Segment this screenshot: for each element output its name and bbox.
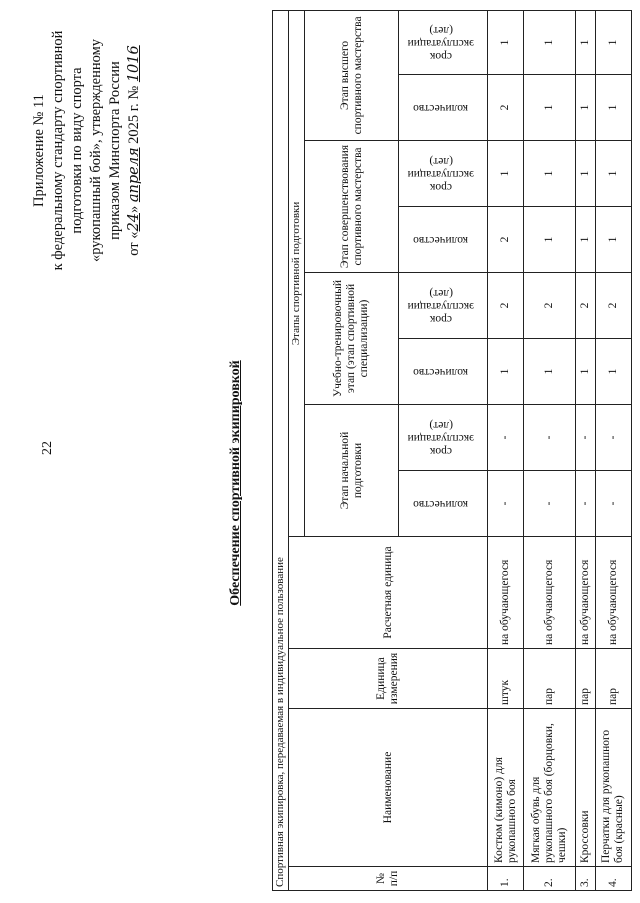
row-value: - bbox=[524, 471, 576, 537]
order-number-handwritten: 1016 bbox=[126, 45, 142, 83]
row-name: Кроссовки bbox=[576, 709, 596, 867]
date-day-handwritten: 24 bbox=[126, 213, 142, 232]
appendix-line: подготовки по виду спорта bbox=[69, 67, 85, 234]
table-row bbox=[595, 10, 631, 890]
row-value: 1 bbox=[524, 339, 576, 405]
row-num: 2. bbox=[524, 867, 576, 891]
row-value: - bbox=[524, 405, 576, 471]
row-name: Перчатки для рукопашного боя (красные) bbox=[595, 709, 631, 867]
date-mid: » bbox=[126, 205, 142, 214]
col-name-header: Наименование bbox=[289, 709, 488, 867]
row-value: 1 bbox=[576, 10, 596, 74]
page-number: 22 bbox=[40, 441, 55, 455]
col-calc-header: Расчетная единица bbox=[289, 537, 488, 649]
row-num: 3. bbox=[576, 867, 596, 891]
row-name: Мягкая обувь для рукопашного боя (борцовки, чешки) bbox=[524, 709, 576, 867]
equipment-table bbox=[272, 10, 632, 891]
date-month-handwritten: апреля bbox=[126, 147, 142, 203]
stage-header: Учебно-тренировочный этап (этап спортивной специализации) bbox=[305, 273, 399, 405]
document-title: Обеспечение спортивной экипировкой bbox=[228, 360, 243, 606]
date-prefix: от « bbox=[126, 231, 142, 256]
sub-header-qty: количество bbox=[399, 75, 488, 141]
row-value: 1 bbox=[595, 75, 631, 141]
row-value: 1 bbox=[488, 339, 524, 405]
row-unit: пар bbox=[576, 649, 596, 709]
date-year: 2025 г. № bbox=[126, 85, 142, 144]
row-value: 2 bbox=[576, 273, 596, 339]
row-calc: на обучающегося bbox=[488, 537, 524, 649]
row-value: 1 bbox=[524, 141, 576, 207]
row-value: 1 bbox=[595, 207, 631, 273]
row-value: - bbox=[576, 471, 596, 537]
row-value: 2 bbox=[488, 75, 524, 141]
row-value: 1 bbox=[488, 141, 524, 207]
sub-header-term: срок эксплуатации (лет) bbox=[399, 10, 488, 74]
appendix-date-line bbox=[125, 18, 144, 283]
row-calc: на обучающегося bbox=[524, 537, 576, 649]
sub-header-qty: количество bbox=[399, 471, 488, 537]
row-name: Костюм (кимоно) для рукопашного боя bbox=[488, 709, 524, 867]
row-value: 2 bbox=[488, 273, 524, 339]
row-value: 1 bbox=[595, 10, 631, 74]
row-num: 1. bbox=[488, 867, 524, 891]
table-top-header: Спортивная экипировка, передаваемая в индивидуальное пользование bbox=[273, 10, 289, 890]
row-unit: пар bbox=[524, 649, 576, 709]
row-value: 1 bbox=[595, 339, 631, 405]
appendix-block bbox=[30, 18, 144, 283]
appendix-line: приказом Минспорта России bbox=[107, 61, 123, 240]
sub-header-term: срок эксплуатации (лет) bbox=[399, 141, 488, 207]
stage-header: Этап совершенствования спортивного мастерства bbox=[305, 141, 399, 273]
col-num-header: № п/п bbox=[289, 867, 488, 891]
sub-header-term: срок эксплуатации (лет) bbox=[399, 405, 488, 471]
row-unit: пар bbox=[595, 649, 631, 709]
row-value: 2 bbox=[488, 207, 524, 273]
row-value: 2 bbox=[595, 273, 631, 339]
sub-header-term: срок эксплуатации (лет) bbox=[399, 273, 488, 339]
row-value: - bbox=[595, 471, 631, 537]
stages-header: Этапы спортивной подготовки bbox=[289, 10, 305, 536]
appendix-line: «рукопашный бой», утвержденному bbox=[88, 38, 104, 263]
row-unit: штук bbox=[488, 649, 524, 709]
table-row bbox=[488, 10, 524, 890]
row-calc: на обучающегося bbox=[576, 537, 596, 649]
table-row bbox=[524, 10, 576, 890]
row-value: - bbox=[488, 405, 524, 471]
row-value: 1 bbox=[576, 339, 596, 405]
row-value: 1 bbox=[524, 207, 576, 273]
row-num: 4. bbox=[595, 867, 631, 891]
sub-header-qty: количество bbox=[399, 339, 488, 405]
appendix-line: Приложение № 11 bbox=[31, 94, 47, 207]
row-value: - bbox=[488, 471, 524, 537]
row-value: 1 bbox=[488, 10, 524, 74]
stage-header: Этап высшего спортивного мастерства bbox=[305, 10, 399, 140]
appendix-line: к федеральному стандарту спортивной bbox=[50, 30, 66, 271]
row-value: - bbox=[595, 405, 631, 471]
row-calc: на обучающегося bbox=[595, 537, 631, 649]
row-value: 1 bbox=[576, 141, 596, 207]
table-row bbox=[576, 10, 596, 890]
row-value: - bbox=[576, 405, 596, 471]
sub-header-qty: количество bbox=[399, 207, 488, 273]
row-value: 1 bbox=[595, 141, 631, 207]
row-value: 1 bbox=[576, 207, 596, 273]
stage-header: Этап начальной подготовки bbox=[305, 405, 399, 537]
row-value: 1 bbox=[524, 75, 576, 141]
col-unit-header: Единица измерения bbox=[289, 649, 488, 709]
row-value: 2 bbox=[524, 273, 576, 339]
row-value: 1 bbox=[524, 10, 576, 74]
row-value: 1 bbox=[576, 75, 596, 141]
